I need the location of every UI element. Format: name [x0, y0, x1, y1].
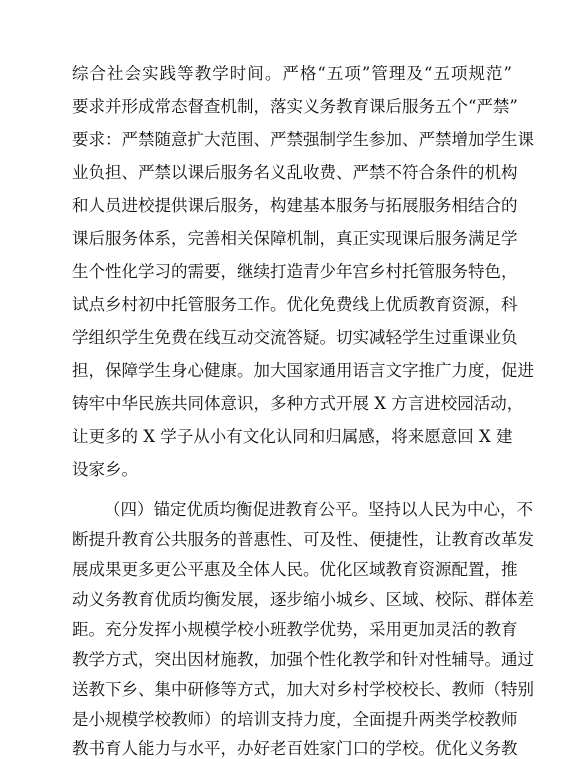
text-line: 生个性化学习的需要，继续打造青少年宫乡村托管服务特色，: [72, 262, 518, 281]
text-line: 学组织学生免费在线互动交流答疑。切实减轻学生过重课业负: [72, 328, 518, 347]
text-line: 动义务教育优质均衡发展，逐步缩小城乡、区域、校际、群体差: [72, 590, 534, 609]
text-line: 是小规模学校教师）的培训支持力度，全面提升两类学校教师: [72, 710, 518, 729]
text-line: 课后服务体系，完善相关保障机制，真正实现课后服务满足学: [72, 229, 518, 248]
text-line: （四）锚定优质均衡促进教育公平。坚持以人民为中心，不: [104, 500, 533, 519]
text-line: 展成果更多更公平惠及全体人民。优化区域教育资源配置，推: [72, 560, 518, 579]
text-line: 教书育人能力与水平，办好老百姓家门口的学校。优化义务教: [72, 739, 518, 758]
text-line: 要求并形成常态督查机制，落实义务教育课后服务五个“严禁”: [72, 97, 518, 116]
text-line: 设家乡。: [72, 460, 138, 479]
text-line: 断提升教育公共服务的普惠性、可及性、便捷性，让教育改革发: [72, 530, 534, 549]
text-line: 铸牢中华民族共同体意识，多种方式开展 X 方言进校园活动，: [72, 394, 524, 413]
text-line: 送教下乡、集中研修等方式，加大对乡村学校校长、教师（特别: [72, 680, 534, 699]
text-line: 和人员进校提供课后服务，构建基本服务与拓展服务相结合的: [72, 196, 518, 215]
text-line: 距。充分发挥小规模学校小班教学优势，采用更加灵活的教育: [72, 620, 518, 639]
text-line: 教学方式，突出因材施教，加强个性化教学和针对性辅导。通过: [72, 650, 534, 669]
text-line: 试点乡村初中托管服务工作。优化免费线上优质教育资源，科: [72, 295, 518, 314]
text-line: 让更多的 X 学子从小有文化认同和归属感，将来愿意回 X 建: [72, 427, 513, 446]
text-line: 业负担、严禁以课后服务名义乱收费、严禁不符合条件的机构: [72, 163, 518, 182]
text-line: 担，保障学生身心健康。加大国家通用语言文字推广力度，促进: [72, 361, 534, 380]
text-line: 综合社会实践等教学时间。严格“五项”管理及“五项规范”: [72, 64, 512, 83]
text-line: 要求：严禁随意扩大范围、严禁强制学生参加、严禁增加学生课: [72, 130, 534, 149]
